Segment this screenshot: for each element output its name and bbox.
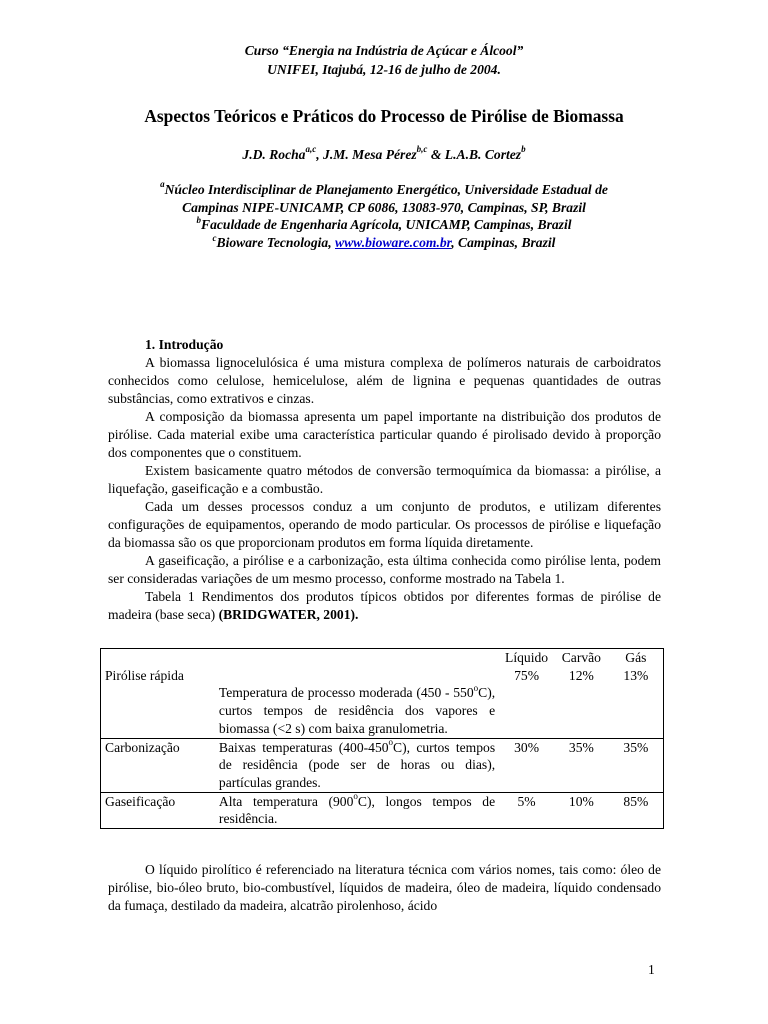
process-description: Temperatura de processo moderada (450 - 550$^o$C), curtos tempos de residência dos vapores e biomassa (<2 s) com baixa granulometria. [218,682,496,736]
course-header-line1: Curso “Energia na Indústria de Açúcar e Álcool” [244,43,524,58]
affiliation-c: $^c$Bioware Tecnologia, www.bioware.com.br, Campinas, Brazil [212,232,556,251]
affiliations [0,181,768,252]
yield-gas: 13% [623,667,649,683]
course-header [0,41,768,79]
author-3: L.A.B. Cortez [444,147,522,162]
yield-gas: 35% [609,738,664,792]
author-3-affil: b [521,144,526,155]
intro-body [108,354,661,624]
table-row [101,792,664,828]
author-separator: & [427,147,445,162]
author-1-affil: a,c [305,144,317,155]
header-gas: Gás [625,650,647,665]
author-2-affil: b,c [416,144,428,155]
process-name: Pirólise rápida [105,667,184,683]
yield-carvao: 35% [554,738,609,792]
process-name: Carbonização [101,738,215,792]
process-description: Alta temperatura (900$^o$C), longos tempos de residência. [215,792,499,828]
table-row [101,667,664,738]
table-caption-reference: (BRIDGWATER, 2001). [218,607,359,622]
author-1: J.D. Rocha [242,147,306,162]
yields-table [100,648,664,829]
bioware-link[interactable]: www.bioware.com.br [335,235,452,251]
section-heading: 1. Introdução [145,337,224,352]
affiliation-b: $^b$Faculdade de Engenharia Agrícola, UNICAMP, Campinas, Brazil [196,214,572,233]
paragraph: Existem basicamente quatro métodos de conversão termoquímica da biomassa: a pirólise, a liquefação, gaseificação e a combustão. [108,463,661,496]
post-table-body [108,861,661,915]
paragraph: A biomassa lignocelulósica é uma mistura complexa de polímeros naturais de carboidratos conhecidos como celulose, hemicelulose, além de lignina e pequenas quantidades de outras substâncias, como extrativos e cinzas. [108,355,661,406]
affiliation-a-cont: Campinas NIPE-UNICAMP, CP 6086, 13083-970, Campinas, SP, Brazil [182,199,586,215]
author-2: J.M. Mesa Pérez [323,147,417,162]
yield-carvao: 12% [568,667,594,683]
paper-title: Aspectos Teóricos e Práticos do Processo de Pirólise de Biomassa [144,106,624,126]
course-header-line2: UNIFEI, Itajubá, 12-16 de julho de 2004. [267,62,501,77]
process-name: Gaseificação [101,792,215,828]
paragraph: A composição da biomassa apresenta um papel importante na distribuição dos produtos de pirólise. Cada material exibe uma característica particular quando é pirolisado devido à proporção dos componentes que o constituem. [108,409,661,460]
table-header-row [101,649,664,667]
affiliation-a: $^a$Núcleo Interdisciplinar de Planejamento Energético, Universidade Estadual de [160,179,608,197]
process-description: Baixas temperaturas (400-450$^o$C), curtos tempos de residência (pode ser de horas ou dias), partículas grandes. [215,738,499,792]
table-row [101,738,664,792]
header-liquido: Líquido [505,650,549,665]
paragraph: A gaseificação, a pirólise e a carbonização, esta última conhecida como pirólise lenta, podem ser consideradas variações de um mesmo processo, conforme mostrado na Tabela 1. [108,553,661,586]
author-separator: , [316,147,324,162]
yield-carvao: 10% [554,792,609,828]
table-caption: Tabela 1 Rendimentos dos produtos típicos obtidos por diferentes formas de pirólise de madeira (base seca) (BRIDGWATER, 2001). [108,589,661,622]
yield-liquido: 5% [499,792,554,828]
author-list [0,145,768,164]
yield-gas: 85% [609,792,664,828]
page-number: 1 [648,962,655,977]
yield-liquido: 75% [514,667,540,683]
yield-liquido: 30% [499,738,554,792]
paragraph: O líquido pirolítico é referenciado na literatura técnica com vários nomes, tais como: óleo de pirólise, bio-óleo bruto, bio-combustível, líquidos de madeira, óleo de madeira, líquido condensado da fumaça, destilado da madeira, alcatrão pirolenhoso, ácido [108,862,661,913]
header-carvao: Carvão [561,650,601,665]
paragraph: Cada um desses processos conduz a um conjunto de produtos, e utilizam diferentes configurações de equipamentos, operando de modo particular. Os processos de pirólise e liquefação da biomassa são os que proporcionam produtos em forma líquida diretamente. [108,499,661,550]
